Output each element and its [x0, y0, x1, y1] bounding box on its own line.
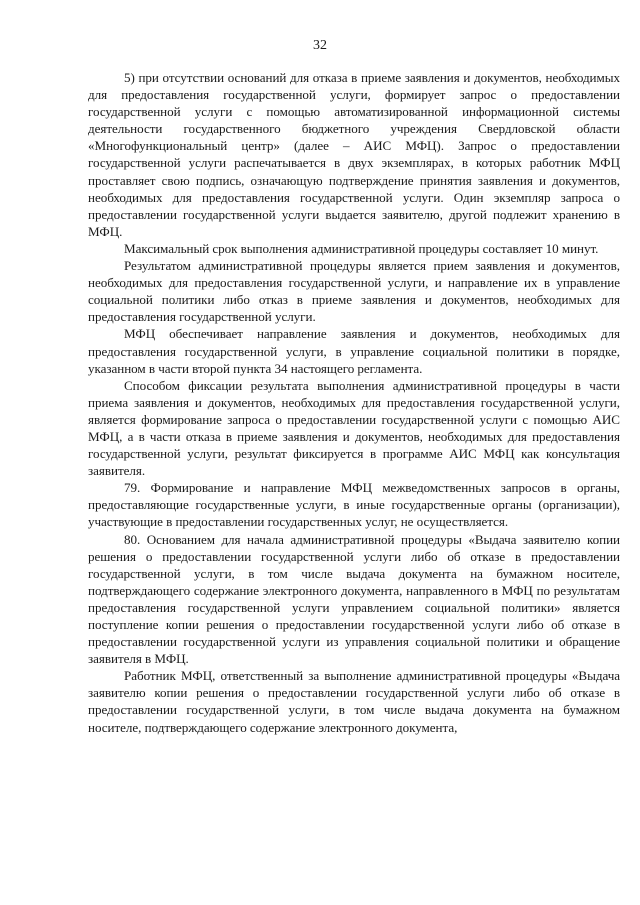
paragraph-item-5: 5) при отсутствии оснований для отказа в приеме заявления и документов, необходимых для предоставления государственной услуги, формирует запрос о предоставлении государственной услуги с помощью автоматизированной информационной системы деятельности государственного бюджетного учреждения Свердловской области «Многофункциональный центр» (далее – АИС МФЦ). Запрос о предоставлении государственной услуги распечатывается в двух экземплярах, в которых работник МФЦ проставляет свою подпись, означающую подтверждение принятия заявления и документов, необходимых для предоставления государственной услуги. Один экземпляр запроса о предоставлении государственной услуги выдается заявителю, другой подлежит хранению в МФЦ. — [88, 70, 620, 239]
paragraph-result-recording: Способом фиксации результата выполнения административной процедуры в части приема заявления и документов, необходимых для предоставления государственной услуги, является формирование запроса о предоставлении государственной услуги с помощью АИС МФЦ, а в части отказа в приеме заявления и документов, необходимых для предоставления государственной услуги, результат фиксируется в программе АИС МФЦ как консультация заявителя. — [88, 377, 620, 479]
paragraph-mfc-forwarding: МФЦ обеспечивает направление заявления и документов, необходимых для предоставления государственной услуги, в управление социальной политики в порядке, указанном в части второй пункта 34 настоящего регламента. — [88, 326, 620, 376]
document-body — [88, 69, 620, 736]
paragraph-item-79: 79. Формирование и направление МФЦ межведомственных запросов в органы, предоставляющие государственные услуги, в иные государственные органы (организации), участвующие в предоставлении государственных услуг, не осуществляется. — [88, 480, 620, 530]
paragraph-procedure-result: Результатом административной процедуры является прием заявления и документов, необходимых для предоставления государственной услуги, и направление их в управление социальной политики либо отказ в приеме заявления и документов, необходимых для предоставления государственной услуги. — [88, 258, 620, 325]
paragraph-mfc-employee: Работник МФЦ, ответственный за выполнение административной процедуры «Выдача заявителю копии решения о предоставлении государственной услуги либо об отказе в предоставлении государственной услуги, в том числе выдача документа на бумажном носителе, подтверждающего содержание электронного документа, — [88, 668, 620, 735]
paragraph-item-80: 80. Основанием для начала административной процедуры «Выдача заявителю копии решения о предоставлении государственной услуги либо об отказе в предоставлении государственной услуги, в том числе выдача документа на бумажном носителе, подтверждающего содержание электронного документа, направленного в МФЦ по результатам предоставления государственной услуги управлением социальной политики» является поступление копии решения о предоставлении государственной услуги либо об отказе в предоставлении государственной услуги из управления социальной политики и обращение заявителя в МФЦ. — [88, 531, 620, 667]
page-number: 32 — [313, 38, 327, 53]
paragraph-max-duration: Максимальный срок выполнения административной процедуры составляет 10 минут. — [124, 240, 599, 256]
